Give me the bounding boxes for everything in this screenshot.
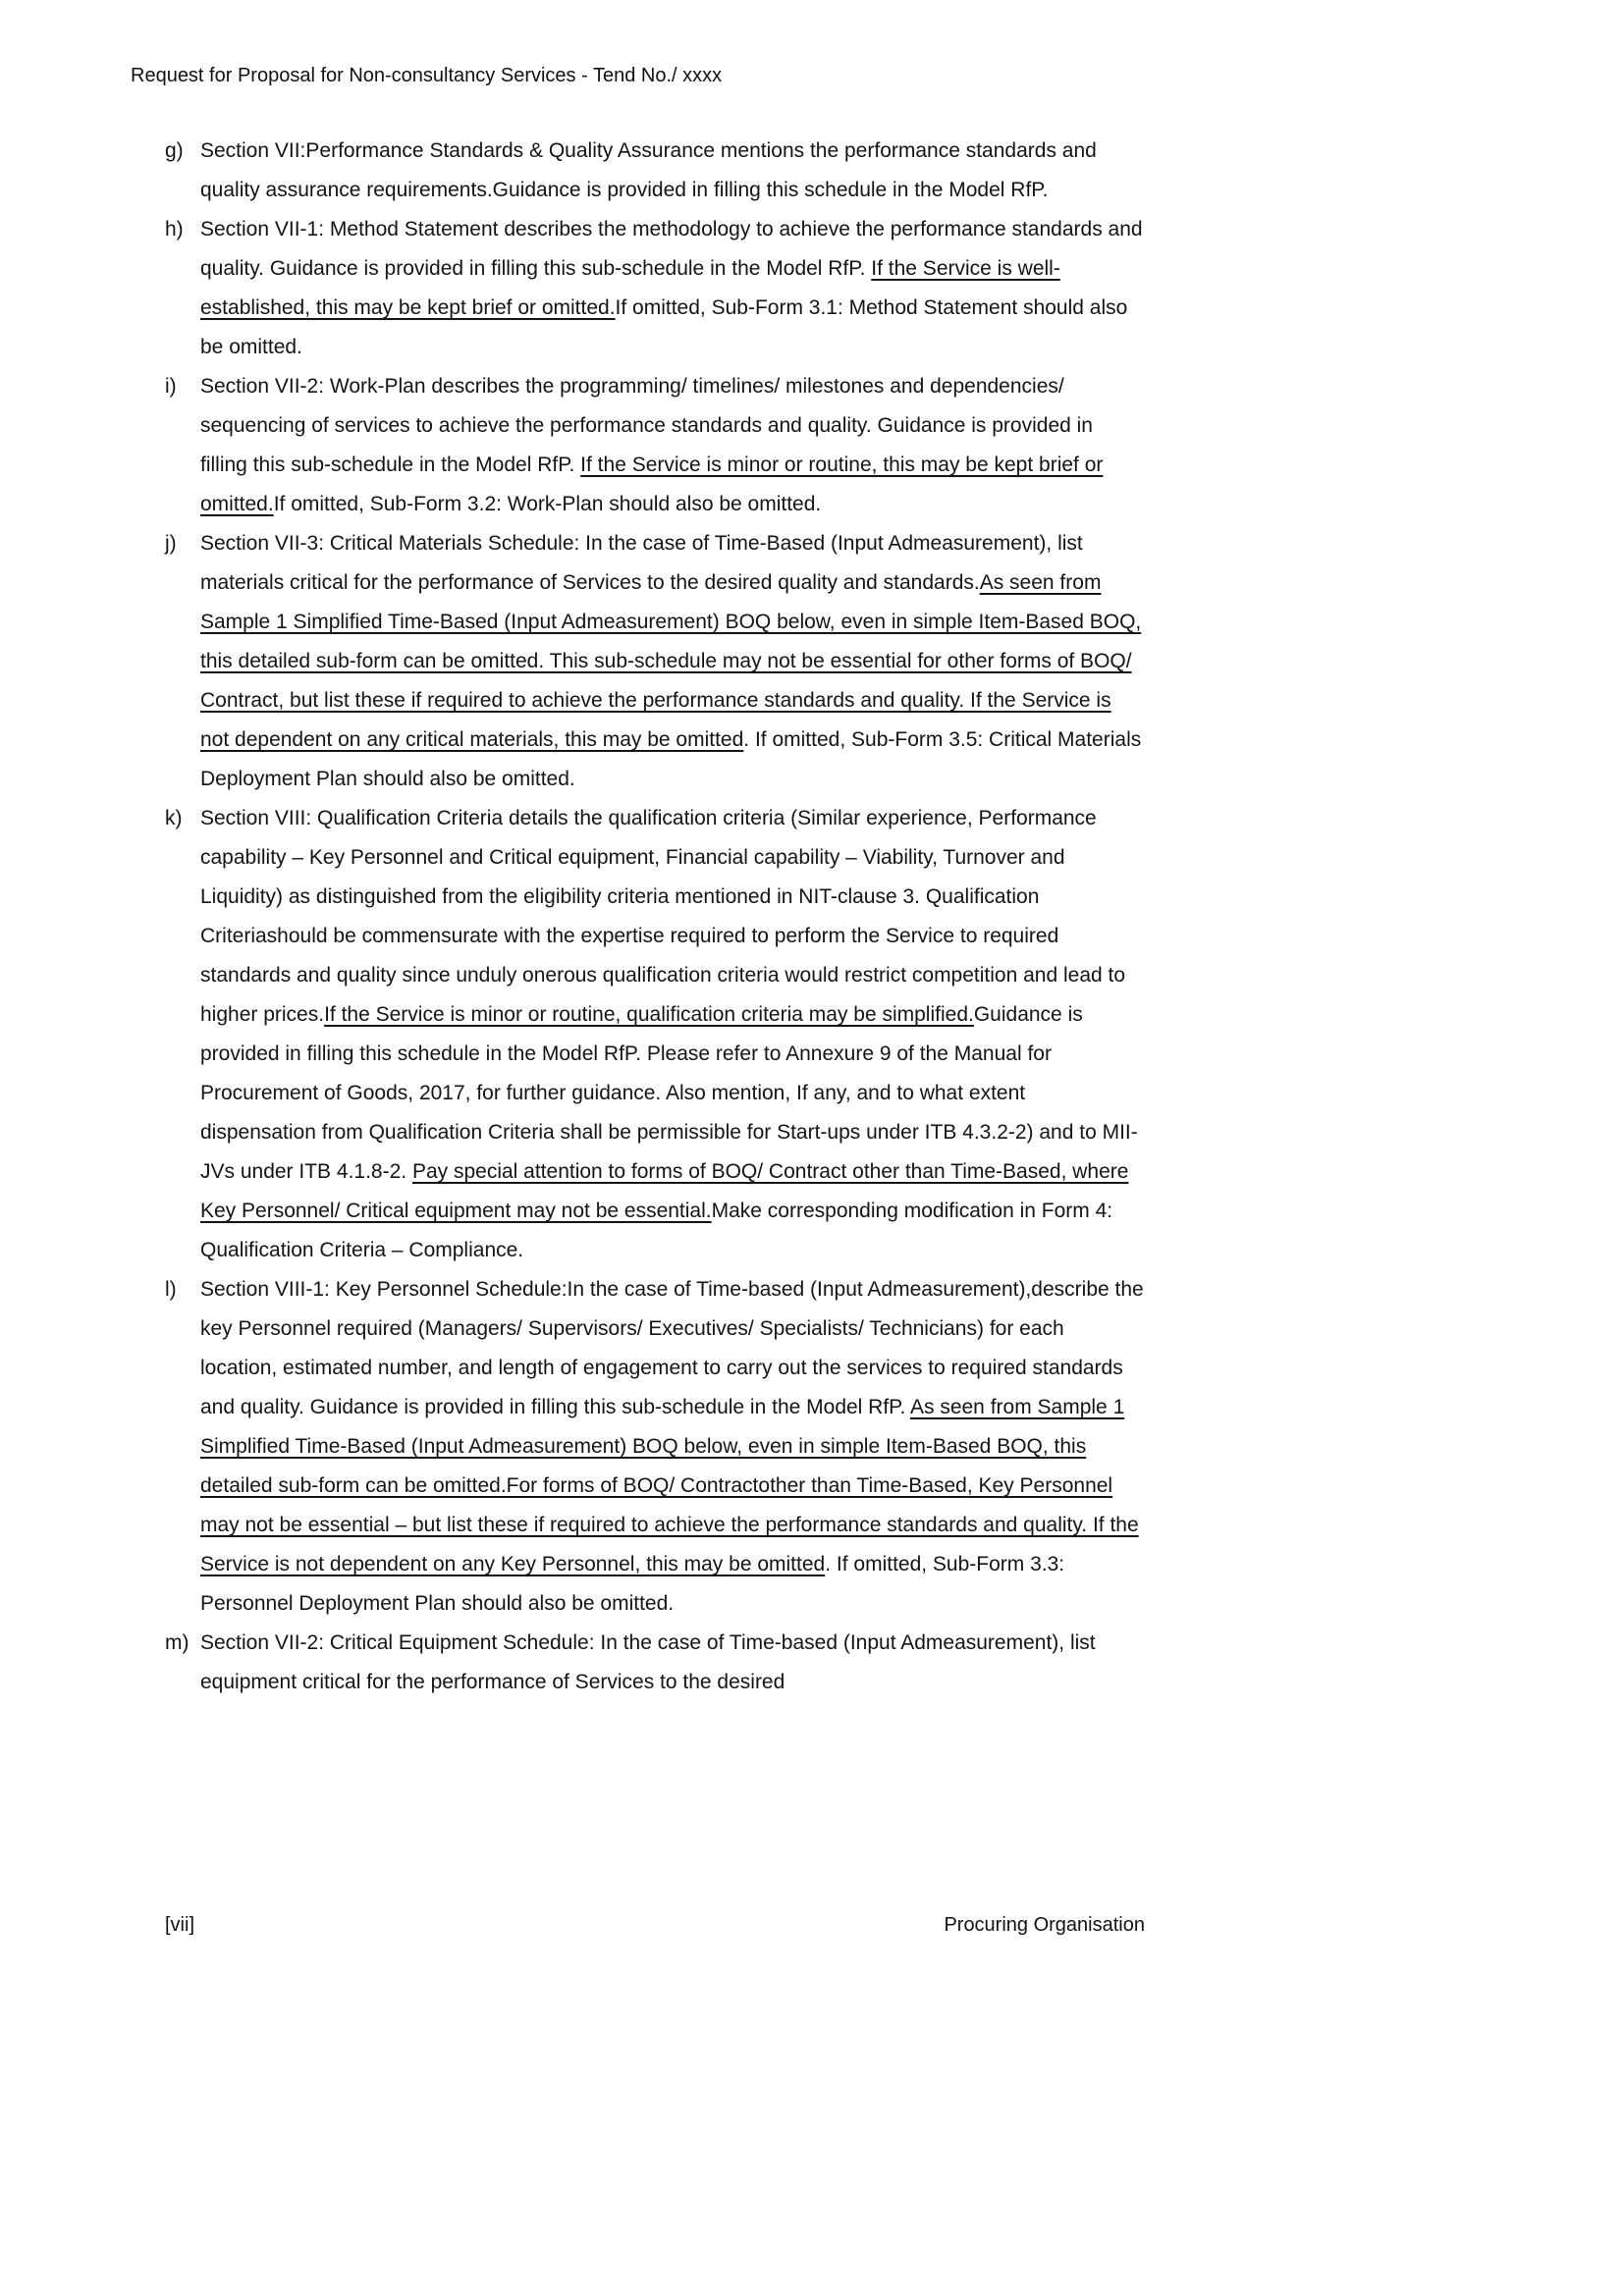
list-item bbox=[165, 524, 1145, 799]
item-list bbox=[165, 132, 1145, 1702]
text-run: Section VII:Performance Standards & Quality Assurance mentions the performance standards and quality assurance requirements.Guidance is provided in filling this schedule in the Model RfP. bbox=[200, 139, 1097, 201]
item-marker: g) bbox=[165, 139, 184, 162]
text-run: Section VII-1: Method Statement describes the methodology to achieve the performance standards and quality. Guidance is provided in filling this sub-schedule in the Model RfP. bbox=[200, 218, 1143, 280]
item-text bbox=[200, 132, 1145, 210]
text-run: Section VIII-1: Key Personnel Schedule:In the case of Time-based (Input Admeasurement),describe the key Personnel required (Managers/ Supervisors/ Executives/ Specialists/ Technicians) for each location, estimated number, and length of engagement to carry out the services to required standards and quality. Guidance is provided in filling this sub-schedule in the Model RfP. bbox=[200, 1278, 1144, 1418]
item-marker: i) bbox=[165, 375, 177, 398]
item-text bbox=[200, 1624, 1145, 1702]
item-marker: j) bbox=[165, 532, 177, 555]
text-run: Section VII-2: Work-Plan describes the programming/ timelines/ milestones and dependencies/ sequencing of services to achieve the performance standards and quality. Guidance is provided in filling this sub-schedule in the Model RfP. bbox=[200, 375, 1093, 476]
list-item bbox=[165, 367, 1145, 524]
list-item bbox=[165, 132, 1145, 210]
underlined-text-run: Pay special attention to forms of BOQ/ Contract other than Time-Based, where Key Personnel/ Critical equipment may not be essential. bbox=[200, 1160, 1129, 1222]
underlined-text-run: As seen from Sample 1 Simplified Time-Based (Input Admeasurement) BOQ below, even in simple Item-Based BOQ, this detailed sub-form can be omitted. This sub-schedule may not be essential for other forms of BOQ/ Contract, but list these if required to achieve the performance standards and quality. If the Service is not dependent on any critical materials, this may be omitted bbox=[200, 571, 1142, 751]
item-text bbox=[200, 799, 1145, 1270]
underlined-text-run: As seen from Sample 1 Simplified Time-Based (Input Admeasurement) BOQ below, even in simple Item-Based BOQ, this detailed sub-form can be omitted.For forms of BOQ/ Contractother than Time-Based, Key Personnel may not be essential – but list these if required to achieve the performance standards and quality. If the Service is not dependent on any Key Personnel, this may be omitted bbox=[200, 1396, 1139, 1575]
list-item bbox=[165, 1624, 1145, 1702]
list-item bbox=[165, 799, 1145, 1270]
underlined-text-run: If the Service is well-established, this may be kept brief or omitted. bbox=[200, 257, 1060, 319]
page-footer bbox=[165, 1912, 1145, 1938]
item-text bbox=[200, 1270, 1145, 1624]
text-run: . If omitted, Sub-Form 3.3: Personnel Deployment Plan should also be omitted. bbox=[200, 1553, 1065, 1615]
list-item bbox=[165, 1270, 1145, 1624]
footer-page-number: [vii] bbox=[165, 1914, 194, 1936]
item-text bbox=[200, 524, 1145, 799]
text-run: If omitted, Sub-Form 3.2: Work-Plan should also be omitted. bbox=[273, 493, 822, 515]
item-marker: h) bbox=[165, 218, 184, 240]
text-run: Guidance is provided in filling this schedule in the Model RfP. Please refer to Annexure 9 of the Manual for Procurement of Goods, 2017, for further guidance. Also mention, If any, and to what extent dispensation from Qualification Criteria shall be permissible for Start-ups under ITB 4.3.2-2) and to MII-JVs under ITB 4.1.8-2. bbox=[200, 1003, 1138, 1183]
item-text bbox=[200, 210, 1145, 367]
text-run: Section VII-3: Critical Materials Schedule: In the case of Time-Based (Input Admeasurement), list materials critical for the performance of Services to the desired quality and standards. bbox=[200, 532, 1083, 594]
text-run: If omitted, Sub-Form 3.1: Method Statement should also be omitted. bbox=[200, 296, 1128, 358]
list-item bbox=[165, 210, 1145, 367]
item-marker: k) bbox=[165, 807, 183, 829]
text-run: Make corresponding modification in Form 4: Qualification Criteria – Compliance. bbox=[200, 1200, 1113, 1261]
text-run: . If omitted, Sub-Form 3.5: Critical Materials Deployment Plan should also be omitted. bbox=[200, 728, 1142, 790]
item-text bbox=[200, 367, 1145, 524]
text-run: Section VIII: Qualification Criteria details the qualification criteria (Similar experience, Performance capability – Key Personnel and Critical equipment, Financial capability – Viability, Turnover and Liquidity) as distinguished from the eligibility criteria mentioned in NIT-clause 3. Qualification Criteriashould be commensurate with the expertise required to perform the Service to required standards and quality since unduly onerous qualification criteria would restrict competition and lead to higher prices. bbox=[200, 807, 1126, 1026]
item-marker: l) bbox=[165, 1278, 177, 1301]
footer-organisation: Procuring Organisation bbox=[944, 1914, 1145, 1936]
page-header bbox=[131, 63, 722, 88]
text-run: Section VII-2: Critical Equipment Schedule: In the case of Time-based (Input Admeasurement), list equipment critical for the performance of Services to the desired bbox=[200, 1631, 1096, 1693]
underlined-text-run: If the Service is minor or routine, qualification criteria may be simplified. bbox=[324, 1003, 974, 1026]
item-marker: m) bbox=[165, 1631, 189, 1654]
header-title: Request for Proposal for Non-consultancy Services - Tend No./ xxxx bbox=[131, 65, 723, 86]
underlined-text-run: If the Service is minor or routine, this may be kept brief or omitted. bbox=[200, 454, 1104, 515]
